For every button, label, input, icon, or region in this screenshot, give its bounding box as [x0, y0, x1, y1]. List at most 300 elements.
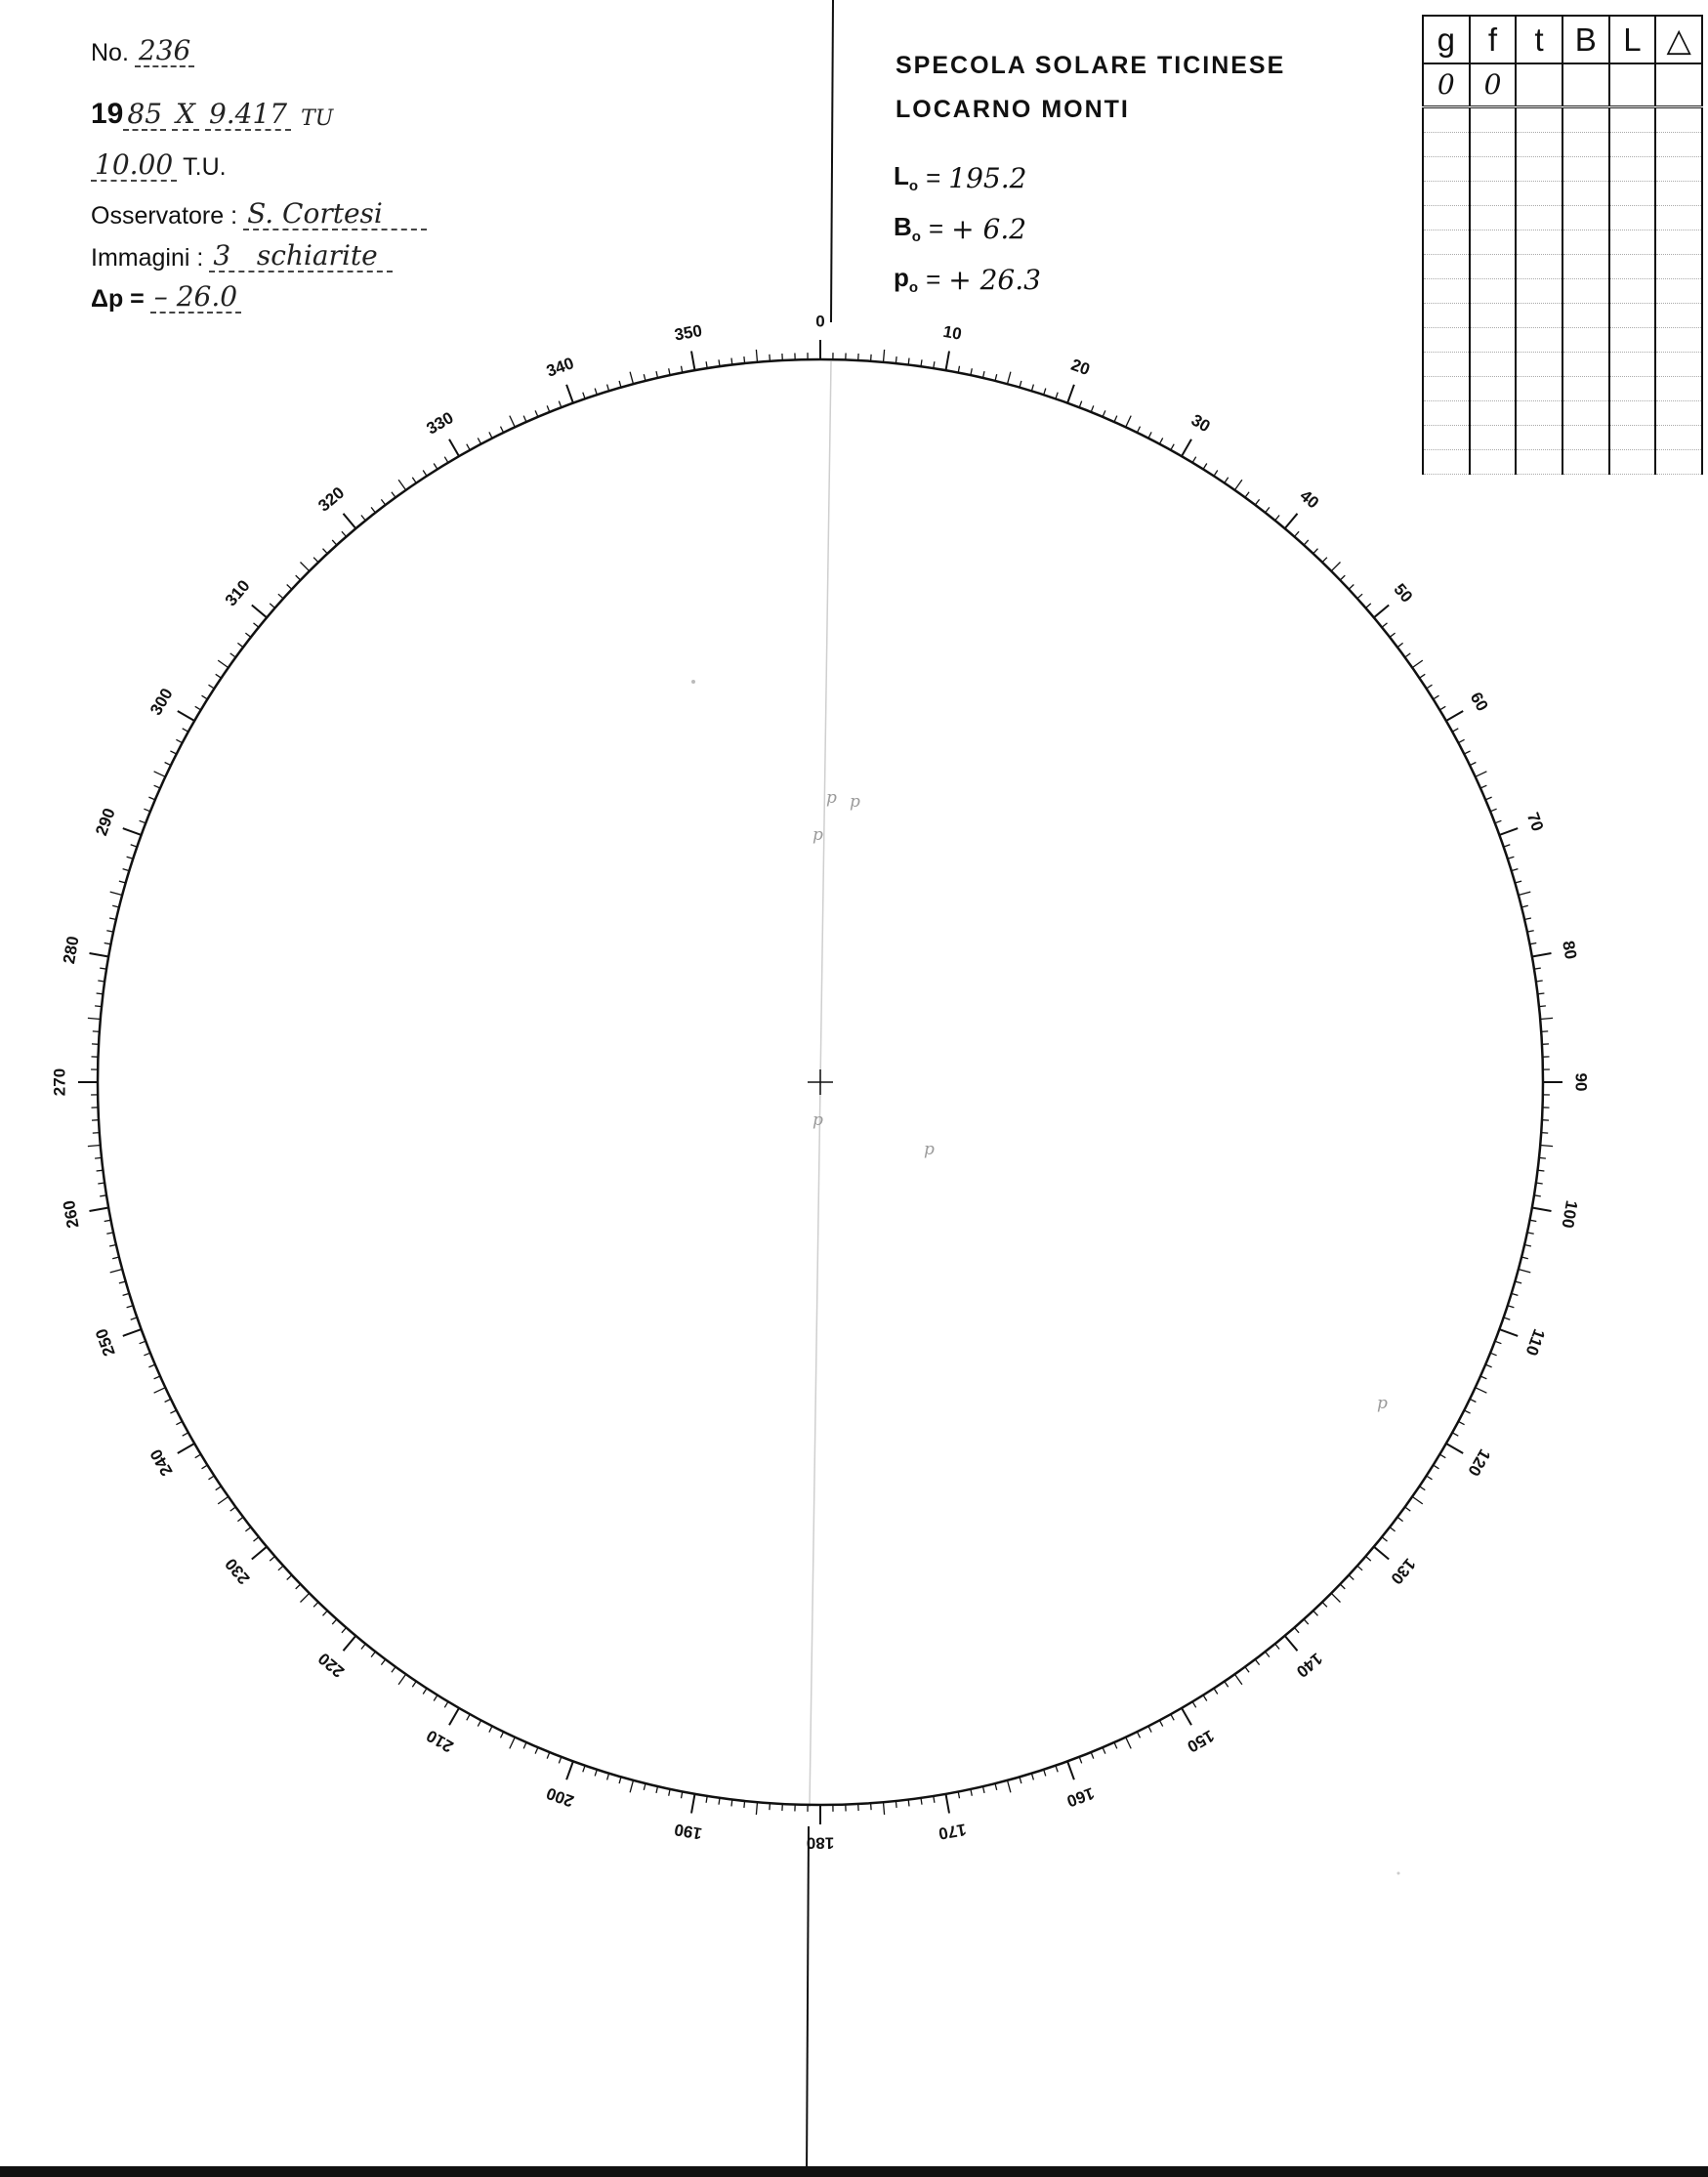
param-B0-eq: =	[928, 213, 944, 243]
degree-tick	[1480, 785, 1486, 788]
degree-tick	[1020, 1777, 1021, 1783]
degree-label: 290	[92, 805, 119, 839]
degree-label: 210	[423, 1726, 457, 1757]
pencil-mark: p	[850, 792, 860, 812]
degree-label: 170	[937, 1820, 968, 1844]
param-p0-value: + 26.3	[948, 263, 1041, 296]
degree-tick	[332, 1619, 337, 1624]
degree-tick	[1171, 444, 1174, 450]
observatory-line-2: LOCARNO MONTI	[896, 96, 1130, 123]
degree-tick	[1532, 1208, 1552, 1212]
degree-tick	[296, 1584, 301, 1589]
degree-tick	[176, 739, 182, 742]
degree-tick	[731, 358, 732, 365]
degree-tick	[209, 685, 215, 689]
param-B0-value: + 6.2	[951, 212, 1027, 245]
degree-tick	[1225, 1682, 1229, 1688]
degree-tick	[398, 1674, 406, 1685]
degree-label: 40	[1296, 485, 1323, 513]
degree-tick	[1539, 1157, 1546, 1158]
degree-tick	[644, 1783, 646, 1790]
degree-tick	[983, 371, 985, 378]
degree-tick	[1452, 1433, 1458, 1436]
degree-tick	[489, 432, 492, 438]
degree-tick	[559, 1757, 562, 1764]
pencil-mark: p	[1377, 1394, 1388, 1413]
degree-tick	[547, 405, 550, 412]
degree-tick	[559, 401, 562, 408]
degree-tick	[1067, 1761, 1074, 1779]
degree-tick	[123, 869, 130, 871]
degree-tick	[183, 1433, 188, 1436]
degree-tick	[97, 1170, 104, 1171]
col-delta: △	[1655, 16, 1702, 63]
degree-tick	[478, 1720, 480, 1726]
degree-tick	[230, 1507, 236, 1511]
degree-tick	[93, 1133, 100, 1134]
degree-tick	[1148, 432, 1151, 438]
degree-tick	[523, 416, 526, 422]
degree-tick	[583, 1766, 585, 1773]
degree-tick	[1255, 1659, 1259, 1665]
degree-tick	[123, 1329, 142, 1336]
degree-tick	[1519, 1270, 1531, 1273]
degree-tick	[1495, 820, 1502, 823]
degree-tick	[1203, 1696, 1207, 1701]
degree-tick	[109, 918, 116, 920]
degree-tick	[216, 674, 222, 678]
scan-border	[0, 2166, 1708, 2177]
degree-tick	[1470, 1399, 1476, 1402]
degree-tick	[165, 763, 171, 766]
degree-tick	[90, 1208, 109, 1212]
degree-tick	[119, 881, 126, 883]
observatory-line-1: SPECOLA SOLARE TICINESE	[896, 52, 1286, 79]
degree-tick	[254, 1537, 259, 1541]
degree-tick	[1420, 674, 1426, 678]
degree-tick	[287, 585, 292, 590]
degree-tick	[1285, 1636, 1298, 1651]
degree-tick	[423, 1689, 427, 1695]
degree-tick	[566, 1761, 573, 1779]
degree-label: 260	[59, 1198, 83, 1230]
degree-tick	[209, 1476, 215, 1480]
pencil-mark: p	[812, 825, 823, 845]
col-f: f	[1470, 16, 1517, 63]
param-B0-label: $B_o$	[894, 212, 921, 246]
degree-tick	[154, 772, 166, 777]
degree-tick	[148, 797, 154, 800]
degree-tick	[1182, 440, 1191, 456]
degree-tick	[1499, 828, 1518, 835]
degree-tick	[1434, 695, 1439, 699]
degree-tick	[1192, 1701, 1196, 1707]
degree-tick	[1538, 1170, 1545, 1171]
degree-tick	[607, 385, 609, 392]
degree-tick	[1340, 575, 1345, 580]
degree-tick	[1266, 1652, 1270, 1657]
pencil-mark: p	[826, 788, 837, 808]
record-number-value: 236	[135, 37, 194, 67]
degree-label: 300	[146, 685, 177, 719]
degree-tick	[1366, 1557, 1371, 1562]
degree-tick	[178, 711, 194, 721]
degree-tick	[1470, 763, 1476, 766]
degree-tick	[1538, 993, 1545, 994]
degree-tick	[489, 1726, 492, 1732]
degree-tick	[756, 350, 757, 362]
date-century: 19	[91, 98, 124, 130]
degree-tick	[332, 540, 337, 545]
degree-tick	[1322, 558, 1327, 563]
degree-tick	[1476, 772, 1487, 777]
degree-tick	[1304, 540, 1309, 545]
degree-tick	[252, 1547, 267, 1560]
degree-tick	[1056, 1766, 1058, 1773]
degree-tick	[1532, 953, 1552, 957]
degree-label: 310	[221, 576, 254, 610]
degree-tick	[1313, 549, 1318, 554]
degree-tick	[165, 1399, 171, 1402]
degree-tick	[1480, 1376, 1486, 1379]
degree-tick	[1499, 1329, 1518, 1336]
degree-tick	[1374, 1547, 1389, 1560]
degree-tick	[371, 1652, 375, 1657]
axis-bottom-line	[807, 1826, 809, 2177]
degree-label: 10	[941, 321, 964, 344]
degree-tick	[1008, 372, 1011, 385]
degree-tick	[756, 1802, 757, 1815]
degree-label: 140	[1292, 1649, 1326, 1682]
degree-tick	[656, 1786, 658, 1793]
degree-tick	[1405, 1507, 1411, 1511]
degree-tick	[1234, 480, 1242, 490]
degree-tick	[1137, 1732, 1140, 1737]
time-label: T.U.	[183, 153, 227, 181]
degree-tick	[1540, 1018, 1553, 1019]
degree-tick	[95, 1006, 102, 1007]
degree-tick	[412, 478, 416, 483]
stray-dot	[1397, 1872, 1400, 1875]
record-number-label: No.	[91, 39, 129, 66]
degree-tick	[1485, 1364, 1491, 1367]
degree-tick	[1245, 492, 1249, 498]
degree-tick	[946, 1794, 950, 1814]
degree-tick	[127, 857, 134, 858]
degree-tick	[1397, 1517, 1403, 1521]
degree-tick	[270, 1557, 274, 1562]
degree-tick	[278, 1566, 283, 1570]
degree-tick	[361, 1644, 365, 1649]
degree-tick	[1203, 464, 1207, 470]
degree-tick	[1495, 1341, 1502, 1344]
degree-tick	[1446, 1444, 1463, 1453]
degree-tick	[995, 374, 997, 381]
pencil-marks	[812, 788, 1388, 1413]
degree-tick	[287, 1575, 292, 1580]
degree-tick	[1275, 516, 1279, 521]
degree-tick	[1412, 660, 1423, 668]
degree-tick	[884, 350, 885, 362]
degree-tick	[1521, 905, 1528, 907]
degree-tick	[1214, 1689, 1218, 1695]
degree-label: 240	[146, 1445, 177, 1480]
images-value: 3 schiarite	[209, 242, 393, 272]
degree-tick	[1159, 1720, 1162, 1726]
degree-tick	[301, 1593, 310, 1602]
time-value: 10.00	[91, 151, 177, 182]
degree-tick	[510, 416, 516, 428]
col-L: L	[1609, 16, 1656, 63]
degree-label: 100	[1558, 1198, 1582, 1230]
degree-tick	[884, 1802, 885, 1815]
degree-tick	[1103, 410, 1105, 416]
degree-tick	[344, 514, 356, 528]
degree-tick	[1225, 478, 1229, 483]
degree-tick	[1171, 1714, 1174, 1720]
degree-tick	[1322, 1602, 1327, 1607]
degree-tick	[744, 356, 745, 363]
degree-tick	[88, 1146, 101, 1147]
degree-label: 0	[815, 312, 825, 331]
degree-tick	[131, 1318, 138, 1319]
degree-tick	[254, 623, 259, 627]
degree-tick	[607, 1774, 609, 1780]
degree-tick	[1458, 1421, 1464, 1424]
degree-tick	[1405, 653, 1411, 657]
date-day: 9.417	[205, 101, 291, 131]
degree-tick	[908, 1800, 909, 1807]
degree-tick	[109, 1245, 116, 1247]
degree-tick	[619, 1777, 621, 1783]
degree-tick	[1464, 751, 1470, 754]
degree-tick	[1091, 405, 1094, 412]
degree-tick	[449, 1708, 459, 1725]
degree-label: 110	[1521, 1326, 1549, 1359]
degree-label: 280	[59, 935, 83, 966]
degree-label: 30	[1187, 410, 1214, 437]
degree-tick	[131, 845, 138, 847]
degree-tick	[323, 1611, 328, 1615]
axis-top-line	[831, 0, 833, 322]
degree-tick	[1427, 685, 1433, 689]
degree-tick	[342, 1628, 347, 1633]
degree-tick	[1137, 427, 1140, 433]
degree-tick	[1266, 507, 1270, 513]
degree-tick	[112, 905, 119, 907]
degree-tick	[1490, 809, 1497, 812]
degree-label: 350	[673, 320, 704, 345]
param-L0-label: $L_o$	[894, 161, 919, 195]
degree-tick	[371, 507, 375, 513]
degree-tick	[1427, 1476, 1433, 1480]
degree-tick	[1508, 857, 1515, 858]
degree-tick	[392, 1667, 396, 1673]
degree-tick	[1126, 1737, 1132, 1749]
degree-label: 90	[1571, 1072, 1591, 1092]
degree-tick	[1114, 416, 1117, 422]
degree-tick	[1295, 1628, 1300, 1633]
degree-tick	[770, 355, 771, 361]
param-L0-eq: =	[926, 162, 941, 192]
degree-tick	[144, 1353, 150, 1356]
degree-tick	[1304, 1619, 1309, 1624]
degree-tick	[218, 660, 229, 668]
degree-tick	[202, 1465, 208, 1469]
degree-tick	[296, 575, 301, 580]
degree-label: 230	[221, 1554, 254, 1588]
degree-tick	[170, 751, 176, 754]
degree-label: 120	[1464, 1445, 1495, 1480]
degree-label: 190	[673, 1820, 704, 1844]
degree-tick	[216, 1486, 222, 1490]
degree-tick	[630, 1780, 633, 1793]
degree-tick	[392, 492, 396, 498]
degree-tick	[97, 993, 104, 994]
degree-tick	[1508, 1306, 1515, 1308]
degree-tick	[1504, 845, 1511, 847]
degree-tick	[1313, 1611, 1318, 1615]
table-cell-f: 0	[1470, 63, 1517, 107]
delta-p-label: Δp =	[91, 285, 145, 313]
degree-tick	[178, 1444, 194, 1453]
date-suffix: TU	[301, 106, 334, 131]
degree-tick	[252, 606, 267, 618]
degree-tick	[1515, 881, 1521, 883]
degree-tick	[1031, 1774, 1033, 1780]
param-p0-label: $p_o$	[894, 263, 919, 297]
degree-tick	[237, 1517, 243, 1521]
observer-value: S. Cortesi	[243, 200, 427, 230]
degree-tick	[123, 1293, 130, 1295]
degree-tick	[1390, 633, 1396, 637]
degree-tick	[110, 892, 123, 895]
degree-tick	[691, 1794, 695, 1814]
degree-tick	[1464, 1410, 1470, 1413]
degree-tick	[110, 1270, 123, 1273]
degree-tick	[1020, 381, 1021, 388]
degree-tick	[361, 516, 365, 521]
degree-tick	[176, 1421, 182, 1424]
degree-tick	[595, 389, 597, 396]
degree-label: 270	[50, 1068, 69, 1097]
degree-tick	[154, 1376, 160, 1379]
param-L0-value: 195.2	[948, 161, 1027, 194]
degree-label: 250	[92, 1325, 119, 1360]
degree-label: 20	[1068, 355, 1093, 380]
degree-tick	[1331, 1593, 1340, 1602]
degree-tick	[270, 604, 274, 608]
degree-tick	[1056, 393, 1058, 399]
date-year: 85	[123, 101, 166, 131]
degree-tick	[90, 953, 109, 957]
pencil-mark: p	[812, 1110, 823, 1130]
degree-tick	[547, 1752, 550, 1759]
degree-tick	[946, 352, 950, 371]
observer-label: Osservatore :	[91, 202, 238, 230]
degree-label: 50	[1390, 579, 1417, 607]
degree-tick	[398, 480, 406, 490]
degree-tick	[908, 358, 909, 365]
col-t: t	[1516, 16, 1562, 63]
degree-tick	[381, 499, 385, 505]
degree-label: 180	[806, 1833, 835, 1853]
degree-tick	[983, 1786, 985, 1793]
degree-tick	[1524, 918, 1531, 920]
degree-tick	[1285, 514, 1298, 528]
degree-tick	[323, 549, 328, 554]
degree-tick	[1439, 1454, 1445, 1458]
degree-tick	[1044, 1770, 1046, 1777]
degree-tick	[381, 1659, 385, 1665]
degree-tick	[119, 1281, 126, 1283]
degree-tick	[278, 594, 283, 599]
degree-tick	[1382, 623, 1387, 627]
degree-tick	[1524, 1245, 1531, 1247]
images-label: Immagini :	[91, 244, 204, 272]
degree-tick	[1515, 1281, 1521, 1283]
degree-tick	[313, 558, 318, 563]
degree-tick	[691, 352, 695, 371]
degree-tick	[1044, 389, 1046, 396]
degree-tick	[1245, 1667, 1249, 1673]
col-B: B	[1562, 16, 1609, 63]
degree-label: 150	[1184, 1726, 1218, 1757]
degree-label: 340	[543, 354, 577, 381]
degree-tick	[127, 1306, 134, 1308]
degree-tick	[218, 1496, 229, 1504]
degree-tick	[1192, 457, 1196, 463]
degree-tick	[1504, 1318, 1511, 1319]
degree-tick	[1031, 385, 1033, 392]
degree-tick	[583, 393, 585, 399]
degree-tick	[644, 374, 646, 381]
degree-tick	[656, 371, 658, 378]
degree-tick	[731, 1800, 732, 1807]
pencil-mark: p	[924, 1140, 935, 1159]
degree-tick	[412, 1682, 416, 1688]
degree-tick	[1485, 797, 1491, 800]
degree-tick	[344, 1636, 356, 1651]
degree-tick	[1539, 1006, 1546, 1007]
degree-tick	[1439, 706, 1445, 710]
degree-tick	[1412, 1496, 1423, 1504]
degree-tick	[1214, 471, 1218, 477]
degree-tick	[1541, 1133, 1548, 1134]
degree-tick	[523, 1742, 526, 1748]
degree-tick	[95, 1157, 102, 1158]
degree-tick	[1458, 739, 1464, 742]
param-p0-eq: =	[926, 264, 941, 294]
degree-tick	[112, 1257, 119, 1259]
degree-tick	[342, 531, 347, 536]
degree-tick	[230, 653, 236, 657]
degree-tick	[1521, 1257, 1528, 1259]
degree-tick	[313, 1602, 318, 1607]
degree-label: 330	[423, 407, 457, 439]
degree-tick	[88, 1018, 101, 1019]
degree-tick	[1512, 1293, 1519, 1295]
degree-tick	[995, 1783, 997, 1790]
degree-tick	[595, 1770, 597, 1777]
degree-label: 220	[314, 1649, 349, 1682]
date-month: X	[172, 101, 199, 131]
degree-tick	[1159, 438, 1162, 443]
degree-tick	[744, 1801, 745, 1808]
degree-tick	[202, 695, 208, 699]
degree-tick	[183, 729, 188, 732]
degree-tick	[434, 464, 437, 470]
